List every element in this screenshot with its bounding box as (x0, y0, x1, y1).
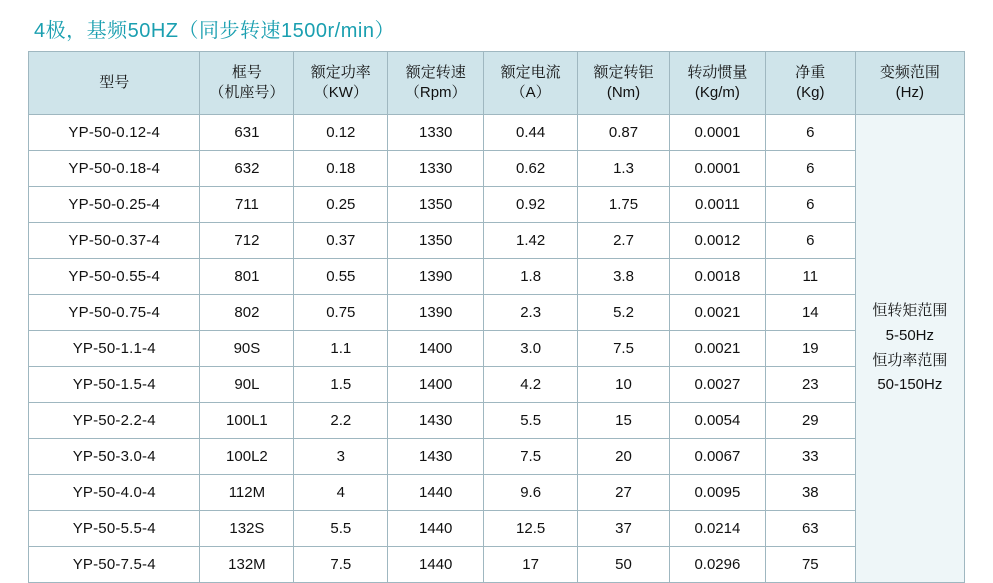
cell-current: 7.5 (484, 439, 578, 475)
cell-frequency-range (855, 115, 964, 583)
table-header-row (29, 52, 965, 115)
motor-spec-table (28, 51, 965, 583)
table-row (29, 367, 965, 403)
cell-frame: 112M (200, 475, 294, 511)
column-header-rated-torque: 额定转钜 (Nm) (578, 52, 670, 115)
table-row (29, 115, 965, 151)
cell-torque: 50 (578, 547, 670, 583)
cell-power: 7.5 (294, 547, 388, 583)
cell-inertia: 0.0021 (669, 331, 765, 367)
cell-inertia: 0.0027 (669, 367, 765, 403)
cell-torque: 1.3 (578, 151, 670, 187)
column-header-rated-power: 额定功率 （KW） (294, 52, 388, 115)
cell-weight: 33 (765, 439, 855, 475)
cell-frame: 801 (200, 259, 294, 295)
cell-model: YP-50-4.0-4 (29, 475, 200, 511)
cell-current: 0.92 (484, 187, 578, 223)
cell-current: 1.8 (484, 259, 578, 295)
cell-speed: 1330 (388, 151, 484, 187)
cell-frame: 711 (200, 187, 294, 223)
cell-current: 2.3 (484, 295, 578, 331)
cell-model: YP-50-0.55-4 (29, 259, 200, 295)
cell-speed: 1350 (388, 223, 484, 259)
table-row (29, 295, 965, 331)
cell-current: 0.62 (484, 151, 578, 187)
table-row (29, 403, 965, 439)
cell-torque: 10 (578, 367, 670, 403)
cell-model: YP-50-0.25-4 (29, 187, 200, 223)
cell-speed: 1440 (388, 547, 484, 583)
table-row (29, 511, 965, 547)
column-header-net-weight: 净重 (Kg) (765, 52, 855, 115)
cell-inertia: 0.0054 (669, 403, 765, 439)
cell-speed: 1430 (388, 403, 484, 439)
cell-weight: 6 (765, 187, 855, 223)
cell-speed: 1390 (388, 295, 484, 331)
cell-current: 5.5 (484, 403, 578, 439)
cell-frame: 100L2 (200, 439, 294, 475)
cell-current: 9.6 (484, 475, 578, 511)
cell-inertia: 0.0012 (669, 223, 765, 259)
cell-power: 3 (294, 439, 388, 475)
cell-model: YP-50-0.75-4 (29, 295, 200, 331)
column-header-frame: 框号 （机座号） (200, 52, 294, 115)
cell-torque: 3.8 (578, 259, 670, 295)
cell-inertia: 0.0214 (669, 511, 765, 547)
cell-inertia: 0.0067 (669, 439, 765, 475)
cell-weight: 38 (765, 475, 855, 511)
cell-frame: 802 (200, 295, 294, 331)
cell-speed: 1350 (388, 187, 484, 223)
cell-frame: 132M (200, 547, 294, 583)
cell-power: 0.75 (294, 295, 388, 331)
table-row (29, 439, 965, 475)
cell-weight: 63 (765, 511, 855, 547)
cell-torque: 2.7 (578, 223, 670, 259)
cell-speed: 1400 (388, 367, 484, 403)
cell-power: 0.25 (294, 187, 388, 223)
cell-torque: 20 (578, 439, 670, 475)
cell-inertia: 0.0095 (669, 475, 765, 511)
column-header-frequency-range: 变频范围 (Hz) (855, 52, 964, 115)
cell-torque: 37 (578, 511, 670, 547)
column-header-rated-current: 额定电流 （A） (484, 52, 578, 115)
cell-weight: 6 (765, 151, 855, 187)
freq-range-line-2: 5-50Hz (885, 326, 935, 344)
cell-current: 1.42 (484, 223, 578, 259)
cell-torque: 0.87 (578, 115, 670, 151)
cell-power: 1.1 (294, 331, 388, 367)
cell-current: 3.0 (484, 331, 578, 367)
cell-speed: 1440 (388, 511, 484, 547)
table-row (29, 259, 965, 295)
cell-torque: 5.2 (578, 295, 670, 331)
cell-frame: 631 (200, 115, 294, 151)
cell-weight: 23 (765, 367, 855, 403)
cell-inertia: 0.0001 (669, 151, 765, 187)
freq-range-line-4: 50-150Hz (877, 376, 943, 394)
cell-model: YP-50-5.5-4 (29, 511, 200, 547)
table-row (29, 547, 965, 583)
cell-model: YP-50-2.2-4 (29, 403, 200, 439)
cell-power: 0.55 (294, 259, 388, 295)
cell-frame: 132S (200, 511, 294, 547)
column-header-inertia: 转动惯量 (Kg/m) (669, 52, 765, 115)
table-row (29, 187, 965, 223)
cell-speed: 1430 (388, 439, 484, 475)
cell-torque: 15 (578, 403, 670, 439)
cell-weight: 14 (765, 295, 855, 331)
table-body (29, 115, 965, 583)
cell-inertia: 0.0296 (669, 547, 765, 583)
table-header (29, 52, 965, 115)
cell-frame: 712 (200, 223, 294, 259)
cell-speed: 1400 (388, 331, 484, 367)
freq-range-line-1: 恒转矩范围 (872, 302, 948, 319)
cell-speed: 1330 (388, 115, 484, 151)
cell-torque: 1.75 (578, 187, 670, 223)
cell-model: YP-50-0.12-4 (29, 115, 200, 151)
cell-weight: 29 (765, 403, 855, 439)
freq-range-line-3: 恒功率范围 (872, 351, 948, 369)
cell-power: 0.18 (294, 151, 388, 187)
cell-model: YP-50-7.5-4 (29, 547, 200, 583)
cell-torque: 7.5 (578, 331, 670, 367)
cell-current: 17 (484, 547, 578, 583)
cell-weight: 6 (765, 115, 855, 151)
cell-power: 0.37 (294, 223, 388, 259)
cell-power: 1.5 (294, 367, 388, 403)
cell-inertia: 0.0018 (669, 259, 765, 295)
cell-power: 0.12 (294, 115, 388, 151)
column-header-rated-speed: 额定转速 （Rpm） (388, 52, 484, 115)
cell-frame: 632 (200, 151, 294, 187)
table-row (29, 475, 965, 511)
cell-model: YP-50-1.1-4 (29, 331, 200, 367)
cell-frame: 100L1 (200, 403, 294, 439)
table-row (29, 151, 965, 187)
cell-weight: 75 (765, 547, 855, 583)
cell-frame: 90L (200, 367, 294, 403)
cell-model: YP-50-0.37-4 (29, 223, 200, 259)
cell-model: YP-50-0.18-4 (29, 151, 200, 187)
cell-model: YP-50-1.5-4 (29, 367, 200, 403)
cell-power: 5.5 (294, 511, 388, 547)
cell-model: YP-50-3.0-4 (29, 439, 200, 475)
cell-weight: 19 (765, 331, 855, 367)
cell-current: 12.5 (484, 511, 578, 547)
cell-inertia: 0.0001 (669, 115, 765, 151)
table-row (29, 331, 965, 367)
cell-inertia: 0.0021 (669, 295, 765, 331)
cell-speed: 1440 (388, 475, 484, 511)
cell-frame: 90S (200, 331, 294, 367)
column-header-model: 型号 (29, 52, 200, 115)
cell-speed: 1390 (388, 259, 484, 295)
cell-power: 4 (294, 475, 388, 511)
table-row (29, 223, 965, 259)
cell-inertia: 0.0011 (669, 187, 765, 223)
cell-weight: 6 (765, 223, 855, 259)
cell-power: 2.2 (294, 403, 388, 439)
cell-current: 4.2 (484, 367, 578, 403)
cell-weight: 11 (765, 259, 855, 295)
page-title: 4极，基频50HZ（同步转速1500r/min） (34, 20, 395, 42)
cell-torque: 27 (578, 475, 670, 511)
cell-current: 0.44 (484, 115, 578, 151)
